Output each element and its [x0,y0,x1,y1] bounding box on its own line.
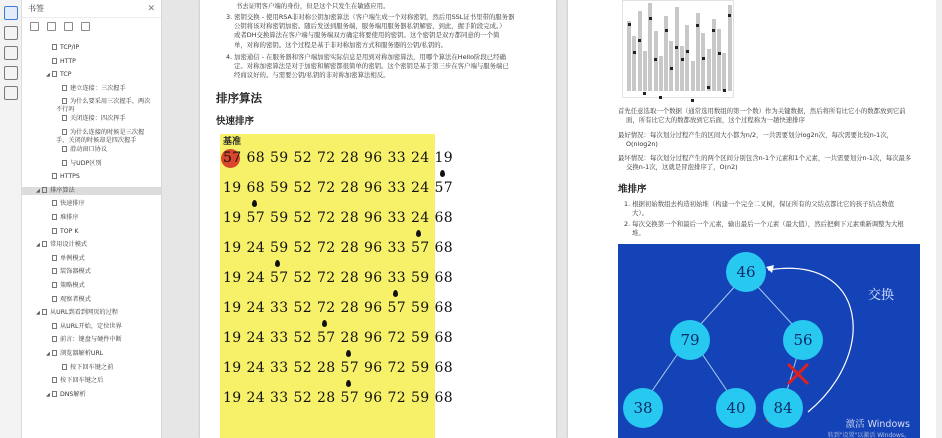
bookmark-item[interactable] [22,214,162,222]
quick-sort-value: 96 [364,240,383,256]
bookmark-item[interactable] [22,58,162,66]
quick-sort-value: 68 [434,360,453,376]
quick-sort-value: 24 [246,330,265,346]
quick-sort-value: 33 [270,330,289,346]
bar-marker [633,51,636,54]
quick-sort-value: 57 [223,150,242,166]
activation-watermark-sub: 转到"设置"以激活 Windows。 [827,432,910,438]
bookmark-item[interactable] [22,187,162,196]
bookmark-icon [62,85,67,91]
bar-marker [691,99,694,102]
bar-marker [723,89,726,92]
quick-sort-value: 68 [434,240,453,256]
text-line: 3. 密钥交换 - 使用RSA非对称公钥加密算法（客户端生成一个对称密钥，然后用SSL证书里带的服务器 [226,13,515,21]
text-line: 大）。 [632,209,648,218]
close-icon[interactable]: ✕ [147,3,155,14]
text-line: 面，所有比它大的数都放到它后面，这个过程称为一趟快速排序 [626,116,805,125]
bar-marker [670,67,673,70]
add-bookmark-icon[interactable] [64,22,73,31]
quick-sort-row [223,390,458,406]
sorting-bars-image [622,0,734,98]
bookmark-label: TOP K [60,227,79,235]
bar [728,5,732,91]
quick-sort-value: 33 [270,390,289,406]
heap-node-right: 56 [783,320,823,360]
expand-arrow-icon[interactable]: ◢ [36,187,40,194]
bookmark-label: 常用设计模式 [50,241,88,249]
pointer-mark [346,350,351,357]
pointer-mark [393,290,398,297]
bookmark-item[interactable] [22,282,162,290]
quick-sort-value: 28 [340,270,359,286]
bar [680,46,684,91]
heading-heap-sort: 堆排序 [618,184,647,195]
bookmark-icon [62,98,67,104]
bookmark-label: 建立连接：三次握手 [70,84,126,92]
quick-sort-value: 96 [364,210,383,226]
bar-marker [728,14,731,17]
bookmark-icon [62,146,67,152]
bookmark-item[interactable] [22,200,162,208]
bookmark-item[interactable] [22,377,162,385]
quick-sort-value: 28 [340,180,359,196]
quick-sort-value: 19 [223,300,242,316]
heap-node-lr: 40 [716,388,756,428]
bar-marker [681,58,684,61]
bar-marker [638,39,641,42]
quick-sort-row [223,150,458,166]
bookmark-icon [42,241,47,247]
quick-sort-value: 96 [364,270,383,286]
bookmark-item[interactable] [22,241,162,250]
bookmark-label: 堆排序 [60,214,79,221]
bar-marker [654,58,657,61]
quick-sort-value: 57 [387,300,406,316]
pointer-mark [440,170,445,177]
bookmark-icon[interactable] [4,6,18,20]
quick-sort-value: 59 [411,390,430,406]
quick-sort-value: 52 [293,150,312,166]
bookmark-label: 策略模式 [60,282,85,289]
bar [685,25,689,91]
bookmark-icon [62,364,67,370]
heading-quick-sort: 快速排序 [216,116,255,127]
quick-sort-value: 57 [270,270,289,286]
bookmark-icon [52,296,57,302]
bookmark-icon [52,71,57,77]
quick-sort-value: 72 [317,240,336,256]
quick-sort-value: 59 [270,240,289,256]
quick-sort-value: 68 [434,270,453,286]
bookmark-icon [52,350,57,356]
quick-sort-value: 28 [317,390,336,406]
heap-node-root: 46 [726,252,766,292]
quick-sort-value: 33 [387,270,406,286]
quick-sort-value: 72 [317,210,336,226]
quick-sort-value: 57 [434,180,453,196]
heap-node-rl: 84 [763,388,803,428]
delete-bookmark-icon[interactable] [81,22,90,31]
quick-sort-value: 19 [223,390,242,406]
bookmarks-header [22,0,161,18]
bookmark-item[interactable] [22,364,162,372]
signature-icon[interactable] [4,86,18,100]
quick-sort-value: 52 [293,180,312,196]
quick-sort-value: 19 [223,360,242,376]
bookmark-item[interactable] [22,309,162,318]
bookmark-label: 为什么要采用三次握手，两次不行吗 [56,98,151,113]
bar [722,53,726,91]
bookmark-item[interactable] [22,228,162,236]
quick-sort-value: 28 [317,360,336,376]
quick-sort-value: 59 [411,330,430,346]
bookmark-icon [52,173,57,179]
quick-sort-value: 33 [270,360,289,376]
bookmark-icon [52,282,57,288]
quick-sort-value: 33 [387,180,406,196]
quick-sort-value: 68 [434,300,453,316]
quick-sort-value: 28 [340,300,359,316]
pdf-page-right [568,0,942,438]
bookmark-label: 观察者模式 [60,295,91,303]
bar [654,31,658,91]
bookmark-item[interactable] [22,268,162,276]
text-line: 2. 每次交换第一个和最后一个元素，输出最后一个元素（最大值），然后把剩下元素重新调整为大根 [624,220,904,228]
quick-sort-value: 68 [246,150,265,166]
expand-arrow-icon[interactable]: ◢ [46,391,50,398]
bookmark-label: HTTPS [60,173,80,181]
quick-sort-row [223,300,458,316]
text-line: 最坏情况：每次划分过程产生的两个区间分别包含n-1个元素和1个元素，一共需要划分n-1次，每次最多 [618,154,912,162]
text-line: 定。对称加密算法是对于加密和解密都很简单的密钥。这个密钥是基于第三步在客户端与服务端已 [234,62,509,71]
quick-sort-value: 52 [293,210,312,226]
text-line: 堆。 [632,229,645,238]
quick-sort-value: 72 [317,270,336,286]
bookmark-label: 与UDP区别 [70,159,102,167]
attachment-icon[interactable] [4,66,18,80]
quick-sort-row [223,270,458,286]
quick-sort-value: 28 [340,240,359,256]
quick-sort-value: 19 [223,330,242,346]
quick-sort-row [223,360,458,376]
quick-sort-value: 33 [270,300,289,316]
top-line: 书去证明客户端的身份，但是这个只发生在敏感应用。 [236,2,390,10]
swap-arrowhead [766,265,774,273]
bookmark-icon [62,129,67,135]
quick-sort-value: 19 [434,150,453,166]
text-line: 经商议好的。与需要公钥/私钥的非对称加密算法相反。 [234,71,390,80]
quick-sort-value: 72 [387,360,406,376]
bookmark-icon [52,268,57,274]
swap-label: 交换 [868,288,895,303]
bookmark-label: 从URL开始，定位世界 [60,322,122,330]
quick-sort-value: 24 [246,360,265,376]
text-line: 单，对称的密钥。这个过程是基于非对称加密方式和服务器的公钥/私钥的。 [234,40,448,49]
bar [717,29,721,91]
pdf-page-left [200,0,556,438]
bar-marker [643,92,646,95]
quick-sort-value: 24 [246,300,265,316]
quick-sort-value: 72 [317,180,336,196]
bookmark-item[interactable] [22,323,162,331]
quick-sort-row [223,330,458,346]
quick-sort-value: 59 [270,150,289,166]
bar [659,56,663,91]
comment-icon[interactable] [4,46,18,60]
bookmark-label: 前言：键盘与硬件中断 [60,336,122,344]
quick-sort-value: 52 [293,270,312,286]
bookmark-label: 快速排序 [60,200,85,208]
bar [675,7,679,91]
quick-sort-value: 52 [293,330,312,346]
expand-arrow-icon[interactable]: ◢ [46,72,50,79]
bookmark-label: 从URL到看到网页的过程 [50,309,118,317]
expand-arrow-icon[interactable]: ◢ [36,242,40,249]
quick-sort-value: 96 [364,150,383,166]
bar-marker [718,52,721,55]
text-line: 首先任意选取一个数据（通常选用数组的第一个数）作为关键数据，然后将所有比它小的数都放到它前 [618,107,906,115]
quick-sort-value: 24 [246,390,265,406]
bookmark-icon [52,255,57,261]
bookmark-icon [52,44,57,50]
quick-sort-value: 24 [246,270,265,286]
bar-marker [628,23,631,26]
bookmark-item[interactable] [22,350,162,359]
bookmark-label: 单例模式 [60,254,85,262]
quick-sort-value: 19 [223,270,242,286]
quick-sort-value: 72 [387,390,406,406]
quick-sort-value: 96 [364,330,383,346]
quick-sort-value: 33 [387,210,406,226]
pointer-mark [252,200,257,207]
bookmark-icon [52,391,57,397]
heap-node-ll: 38 [623,388,663,428]
quick-sort-value: 57 [246,210,265,226]
quick-sort-value: 28 [340,210,359,226]
bar-marker [686,50,689,53]
bar-marker [665,29,668,32]
bookmark-label: TCP/IP [60,44,80,51]
bookmark-icon [52,323,57,329]
side-toolbar [0,0,22,438]
bookmark-label: 关闭连接：四次挥手 [70,115,126,123]
bookmark-label: HTTP [60,57,76,65]
bookmark-label: 浏览器解析URL [60,350,104,357]
bookmark-label: 按下回车键之前 [70,363,114,371]
quick-sort-value: 96 [364,360,383,376]
bookmark-item[interactable] [22,71,162,80]
text-line: 或者DH交换算法在客户端与服务端双方确定将要使用的密钥。这个密钥是双方都同意的一个简 [234,31,500,40]
bookmarks-toolbar [22,18,161,34]
bookmark-label: DNS解析 [60,390,86,398]
quick-sort-value: 72 [317,150,336,166]
bookmark-item[interactable] [22,129,162,144]
quick-sort-value: 24 [411,210,430,226]
quick-sort-value: 59 [411,270,430,286]
pivot-label: 基准 [223,137,242,147]
bookmark-icon [62,160,67,166]
text-line: 交换n-1次，这就是冒泡排序了，O(n2) [626,163,738,172]
quick-sort-diagram [220,134,453,438]
pointer-mark [322,320,327,327]
quick-sort-row [223,240,458,256]
quick-sort-value: 68 [434,210,453,226]
bookmark-icon [42,309,47,315]
text-line: 1. 根据初始数组去构造初始堆（构建一个完全二叉树，保证所有的父结点都比它的孩子结点数值 [624,200,895,208]
heap-sort-diagram [618,244,920,438]
quick-sort-value: 96 [364,390,383,406]
quick-sort-value: 59 [411,360,430,376]
bookmarks-title: 书签 [28,4,44,13]
text-line: 最好情况：每次划分过程产生的区间大小都为n/2，一共需要划分log2n次，每次需要比较n-1次， [618,131,894,139]
quick-sort-value: 59 [411,300,430,316]
quick-sort-value: 59 [270,180,289,196]
bar [632,36,636,91]
bookmark-icon [52,214,57,220]
bar [707,49,711,91]
bookmark-icon [52,58,57,64]
quick-sort-value: 52 [293,240,312,256]
quick-sort-value: 52 [293,390,312,406]
bookmark-item[interactable] [22,296,162,304]
pointer-mark [275,260,280,267]
bookmark-label: TCP [60,71,72,79]
bar [701,33,705,91]
bar [669,41,673,91]
activation-watermark: 激活 Windows [845,419,910,430]
quick-sort-value: 96 [364,300,383,316]
bookmark-label: 装饰器模式 [60,268,91,276]
quick-sort-value: 68 [246,180,265,196]
quick-sort-value: 57 [317,330,336,346]
bookmark-item[interactable] [22,255,162,263]
bookmark-label: 按下回车键之后 [60,377,104,385]
quick-sort-value: 52 [293,300,312,316]
quick-sort-value: 68 [434,330,453,346]
bookmark-item[interactable] [22,336,162,344]
bar-marker [696,24,699,27]
quick-sort-value: 24 [411,180,430,196]
quick-sort-value: 28 [340,150,359,166]
quick-sort-value: 57 [340,360,359,376]
bookmarks-panel [22,0,162,438]
quick-sort-value: 52 [293,360,312,376]
quick-sort-value: 96 [364,180,383,196]
quick-sort-value: 19 [223,240,242,256]
bookmark-label: 为什么连接的时候是三次握手，关闭的时候却是四次握手 [56,129,145,144]
bar-marker [675,46,678,49]
thumbnail-icon[interactable] [4,26,18,40]
bar [664,16,668,91]
quick-sort-value: 33 [387,240,406,256]
quick-sort-row [223,210,458,226]
bar [643,51,647,91]
text-line: 公钥将该对称密钥加密。随后发送到服务端，服务端用服务器私钥解密，到此，握手阶段完成。） [234,22,506,31]
bar-marker [649,17,652,20]
bar-marker [702,57,705,60]
bookmark-item[interactable] [22,115,162,123]
bookmark-icon [52,200,57,206]
quick-sort-value: 19 [223,180,242,196]
heading-sorting-algorithms: 排序算法 [216,91,262,105]
bookmark-item[interactable] [22,173,162,181]
bookmark-icon [52,377,57,383]
bookmark-item[interactable] [22,85,162,93]
bookmark-icon [42,187,47,193]
bookmark-item[interactable] [22,160,162,168]
quick-sort-value: 59 [270,210,289,226]
text-line: O(nlog2n) [626,140,658,149]
quick-sort-value: 28 [340,330,359,346]
vertical-scrollbar[interactable] [936,0,942,438]
quick-sort-row [223,180,458,196]
bookmark-icon [52,336,57,342]
bookmark-icon [62,115,67,121]
quick-sort-value: 72 [317,300,336,316]
bar [691,61,695,91]
bookmark-item[interactable] [22,44,162,52]
bar-marker [712,29,715,32]
pointer-mark [416,230,421,237]
expand-all-icon[interactable] [30,22,39,31]
heap-node-left: 79 [670,320,710,360]
expand-arrow-icon[interactable]: ◢ [46,351,50,357]
quick-sort-value: 33 [387,150,406,166]
bookmark-label: 滑动窗口协议 [70,146,108,153]
quick-sort-value: 68 [434,390,453,406]
quick-sort-value: 24 [411,150,430,166]
bookmark-label: 排序算法 [50,186,75,194]
bar-marker [707,86,710,89]
bar-marker [659,96,662,99]
pointer-mark [346,380,351,387]
expand-arrow-icon[interactable]: ◢ [36,310,40,317]
quick-sort-value: 72 [387,330,406,346]
text-line: 4. 加密通信 - 在服务器和客户端加密实际信息是用到对称加密算法，用哪个算法在Hello阶段已经确 [226,53,506,61]
quick-sort-value: 24 [246,240,265,256]
quick-sort-value: 19 [223,210,242,226]
quick-sort-value: 57 [411,240,430,256]
bookmark-item[interactable] [22,146,162,154]
bookmark-icon [52,228,57,234]
quick-sort-value: 57 [340,390,359,406]
bookmark-item[interactable] [22,391,162,400]
bar [627,21,631,91]
collapse-all-icon[interactable] [47,22,56,31]
bookmark-item[interactable] [22,98,162,113]
bar [638,11,642,91]
